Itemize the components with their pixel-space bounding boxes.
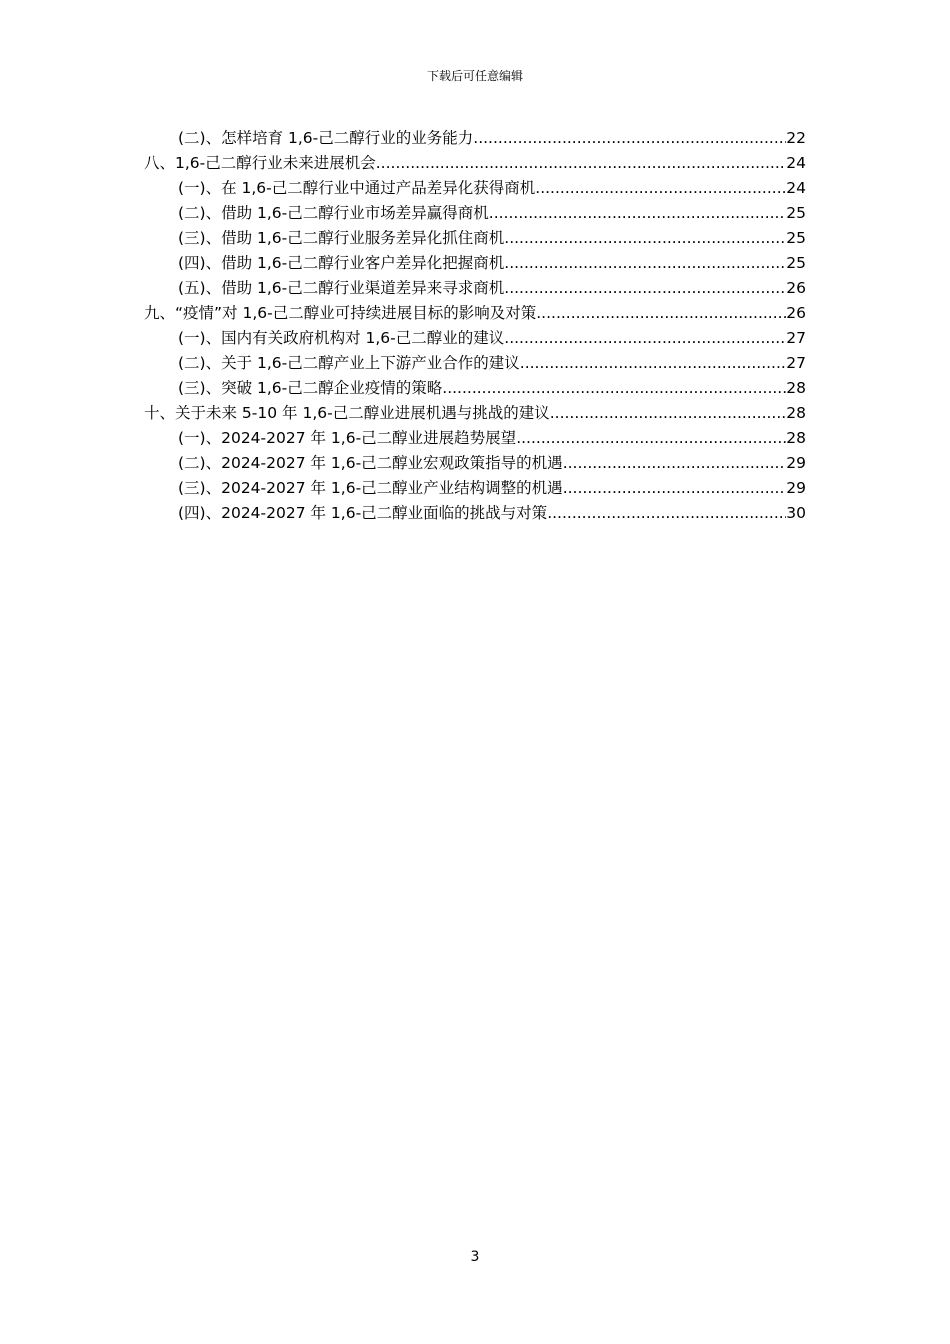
toc-dot-leader [504, 326, 786, 351]
toc-entry[interactable] [144, 351, 806, 376]
toc-entry-page: 29 [786, 479, 806, 497]
toc-entry[interactable] [144, 376, 806, 401]
toc-entry[interactable] [144, 176, 806, 201]
toc-entry[interactable] [144, 501, 806, 526]
toc-dot-leader [489, 201, 786, 226]
toc-entry-title: (一)、在 1,6-己二醇行业中通过产品差异化获得商机 [178, 179, 536, 197]
toc-entry[interactable] [144, 226, 806, 251]
page-number: 3 [470, 1249, 480, 1265]
toc-entry-page: 27 [786, 329, 806, 347]
toc-entry-title: 十、关于未来 5-10 年 1,6-己二醇业进展机遇与挑战的建议 [144, 404, 550, 422]
toc-dot-leader [563, 476, 787, 501]
toc-entry-page: 24 [786, 179, 806, 197]
toc-entry-title: 八、1,6-己二醇行业未来进展机会 [144, 154, 376, 172]
toc-entry-title: (二)、怎样培育 1,6-己二醇行业的业务能力 [178, 129, 474, 147]
toc-entry[interactable] [144, 126, 806, 151]
toc-entry-page: 25 [786, 229, 806, 247]
toc-dot-leader [504, 251, 786, 276]
table-of-contents [144, 126, 806, 526]
toc-entry-page: 28 [786, 429, 806, 447]
toc-entry-page: 26 [786, 279, 806, 297]
toc-dot-leader [550, 401, 787, 426]
toc-entry-title: (二)、借助 1,6-己二醇行业市场差异赢得商机 [178, 204, 489, 222]
toc-entry[interactable] [144, 476, 806, 501]
toc-entry-title: (三)、2024-2027 年 1,6-己二醇业产业结构调整的机遇 [178, 479, 563, 497]
toc-dot-leader [535, 176, 786, 201]
toc-entry[interactable] [144, 151, 806, 176]
toc-entry[interactable] [144, 301, 806, 326]
toc-entry-page: 26 [786, 304, 806, 322]
toc-entry[interactable] [144, 251, 806, 276]
toc-entry[interactable] [144, 426, 806, 451]
toc-entry-title: (二)、关于 1,6-己二醇产业上下游产业合作的建议 [178, 354, 520, 372]
toc-dot-leader [520, 351, 786, 376]
toc-entry[interactable] [144, 201, 806, 226]
toc-entry-title: (四)、借助 1,6-己二醇行业客户差异化把握商机 [178, 254, 505, 272]
toc-entry-title: (五)、借助 1,6-己二醇行业渠道差异来寻求商机 [178, 279, 505, 297]
toc-entry-title: (四)、2024-2027 年 1,6-己二醇业面临的挑战与对策 [178, 504, 548, 522]
toc-entry[interactable] [144, 326, 806, 351]
toc-entry[interactable] [144, 276, 806, 301]
toc-entry-title: 九、“疫情”对 1,6-己二醇业可持续进展目标的影响及对策 [144, 304, 537, 322]
toc-entry-page: 29 [786, 454, 806, 472]
toc-dot-leader [536, 301, 786, 326]
toc-entry-page: 28 [786, 379, 806, 397]
toc-entry-title: (三)、借助 1,6-己二醇行业服务差异化抓住商机 [178, 229, 505, 247]
toc-entry-page: 25 [786, 254, 806, 272]
toc-entry-page: 24 [786, 154, 806, 172]
toc-entry[interactable] [144, 451, 806, 476]
toc-entry[interactable] [144, 401, 806, 426]
toc-dot-leader [473, 126, 786, 151]
toc-entry-page: 22 [786, 129, 806, 147]
toc-entry-title: (一)、国内有关政府机构对 1,6-己二醇业的建议 [178, 329, 505, 347]
toc-entry-title: (一)、2024-2027 年 1,6-己二醇业进展趋势展望 [178, 429, 517, 447]
toc-dot-leader [504, 226, 786, 251]
toc-dot-leader [516, 426, 786, 451]
toc-dot-leader [442, 376, 786, 401]
toc-entry-page: 25 [786, 204, 806, 222]
toc-entry-page: 30 [786, 504, 806, 522]
toc-entry-page: 28 [786, 404, 806, 422]
toc-dot-leader [376, 151, 787, 176]
toc-dot-leader [547, 501, 786, 526]
toc-dot-leader [563, 451, 787, 476]
toc-dot-leader [504, 276, 786, 301]
page-header: 下载后可任意编辑 [426, 69, 523, 83]
toc-entry-title: (二)、2024-2027 年 1,6-己二醇业宏观政策指导的机遇 [178, 454, 563, 472]
toc-entry-page: 27 [786, 354, 806, 372]
toc-entry-title: (三)、突破 1,6-己二醇企业疫情的策略 [178, 379, 443, 397]
